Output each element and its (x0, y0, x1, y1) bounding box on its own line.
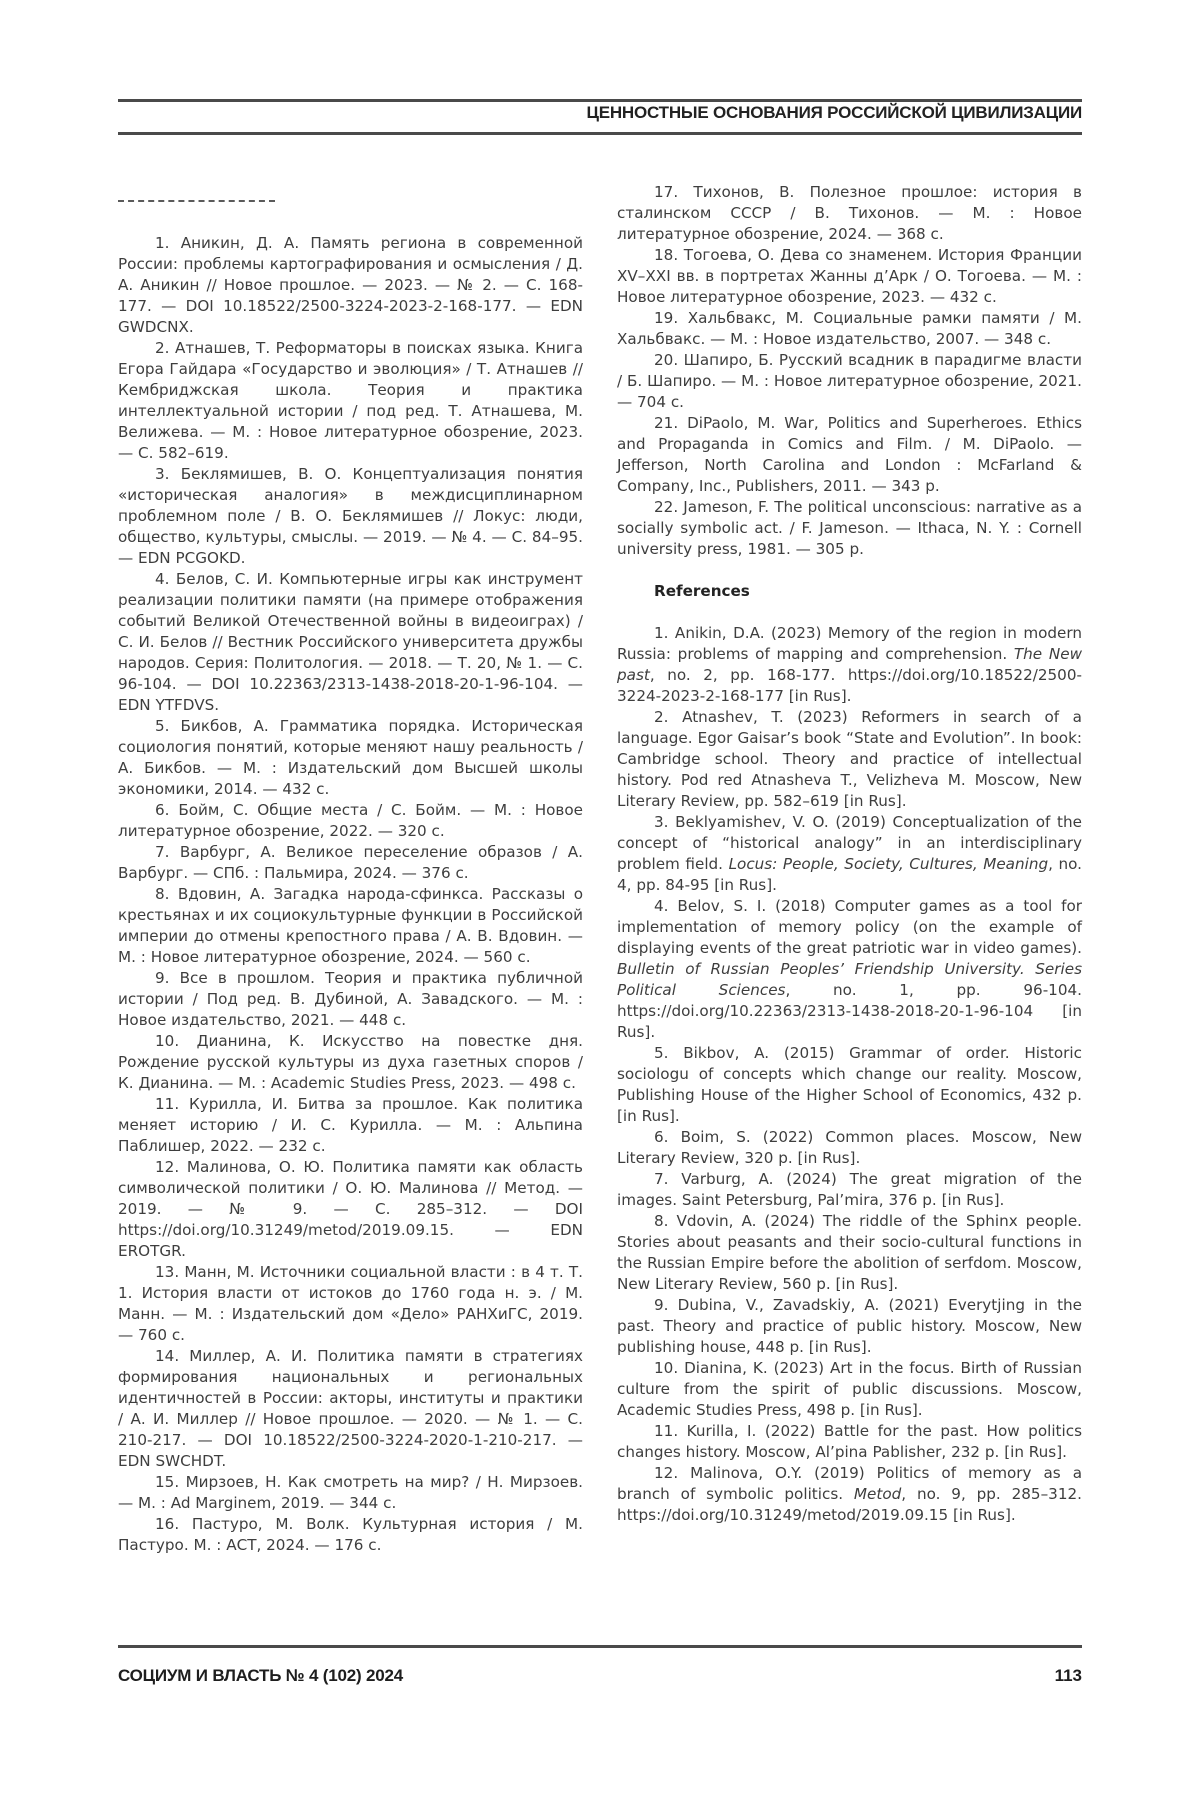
reference-item (118, 338, 583, 464)
reference-item (617, 812, 1082, 896)
reference-item (118, 233, 583, 338)
reference-item (617, 1169, 1082, 1211)
reference-text: 9. Dubina, V., Zavadskiy, A. (2021) Everytjing in the past. Theory and practice of public history. Moscow, New publishing house, 448 p. [in Rus]. (617, 1296, 1082, 1356)
journal-title-italic: Metod (853, 1485, 902, 1503)
reference-text: 10. Дианина, К. Искусство на повестке дня. Рождение русской культуры из духа газетных споров / К. Дианина. — М. : Academic Studies Press, 2023. — 498 с. (118, 1032, 583, 1092)
footer-rule (118, 1645, 1082, 1648)
reference-text: 12. Malinova, O.Y. (2019) Politics of memory as a branch of symbolic politics. (617, 1464, 1082, 1503)
footer-journal-title: СОЦИУМ И ВЛАСТЬ № 4 (102) 2024 (118, 1666, 404, 1685)
header-rule-bottom (118, 132, 1082, 135)
reference-text: 18. Тогоева, О. Дева со знаменем. История Франции XV–XXI вв. в портретах Жанны д’Арк / О. Тогоева. — М. : Новое литературное обозрение, 2023. — 432 с. (617, 246, 1082, 306)
right-column-bibliography (617, 182, 1082, 560)
reference-text: 12. Малинова, О. Ю. Политика памяти как область символической политики / О. Ю. Малинова // Метод. — 2019. — № 9. — С. 285–312. — DOI https://doi.org/10.31249/metod/2019.09.15. — EDN EROTGR. (118, 1158, 583, 1260)
reference-text: 9. Все в прошлом. Теория и практика публичной истории / Под ред. В. Дубиной, А. Завадского. — М. : Новое издательство, 2021. — 448 с. (118, 969, 583, 1029)
running-head: ЦЕННОСТНЫЕ ОСНОВАНИЯ РОССИЙСКОЙ ЦИВИЛИЗАЦИИ (586, 103, 1082, 122)
reference-item (118, 1346, 583, 1472)
header-rule-top (118, 99, 1082, 102)
reference-text: , no. 1, pp. 96-104. https://doi.org/10.22363/2313-1438-2018-20-1-96-104 [in Rus]. (617, 981, 1082, 1041)
reference-item (617, 1463, 1082, 1526)
reference-text: 4. Belov, S. I. (2018) Computer games as a tool for implementation of memory policy (on the example of displaying events of the great patriotic war in video games). (617, 897, 1082, 957)
reference-item (118, 1031, 583, 1094)
reference-item (118, 464, 583, 569)
reference-item (118, 716, 583, 800)
reference-text: 7. Варбург, А. Великое переселение образов / А. Варбург. — СПб. : Пальмира, 2024. — 376 с. (118, 843, 583, 882)
reference-text: 7. Varburg, A. (2024) The great migration of the images. Saint Petersburg, Pal’mira, 376 p. [in Rus]. (617, 1170, 1082, 1209)
reference-text: 20. Шапиро, Б. Русский всадник в парадигме власти / Б. Шапиро. — М. : Новое литературное обозрение, 2021. — 704 с. (617, 351, 1082, 411)
reference-item (617, 1421, 1082, 1463)
reference-item (617, 245, 1082, 308)
reference-item (118, 968, 583, 1031)
reference-text: 22. Jameson, F. The political unconscious: narrative as a socially symbolic act. / F. Jameson. — Ithaca, N. Y. : Cornell university press, 1981. — 305 p. (617, 498, 1082, 558)
reference-item (118, 1157, 583, 1262)
reference-item (617, 308, 1082, 350)
reference-text: 2. Атнашев, Т. Реформаторы в поисках языка. Книга Егора Гайдара «Государство и эволюция» / Т. Атнашев //Кембриджская школа. Теория и практика интеллектуальной истории / под ред. Т. Атнашева, М. Велижева. — М. : Новое литературное обозрение, 2023. — С. 582–619. (118, 339, 583, 462)
reference-item (617, 182, 1082, 245)
reference-item (118, 1094, 583, 1157)
reference-item (118, 800, 583, 842)
reference-text: 6. Boim, S. (2022) Common places. Moscow, New Literary Review, 320 p. [in Rus]. (617, 1128, 1082, 1167)
reference-text: 11. Kurilla, I. (2022) Battle for the past. How politics changes history. Moscow, Al’pina Pablisher, 232 p. [in Rus]. (617, 1422, 1082, 1461)
reference-text: 3. Беклямишев, В. О. Концептуализация понятия «историческая аналогия» в междисциплинарном проблемном поле / В. О. Беклямишев // Локус: люди, общество, культуры, смыслы. — 2019. — № 4. — С. 84–95. — EDN PCGOKD. (118, 465, 583, 567)
right-column (617, 182, 1082, 1526)
reference-text: , no. 4, pp. 84-95 [in Rus]. (617, 855, 1082, 894)
reference-item (617, 350, 1082, 413)
reference-text: 5. Bikbov, A. (2015) Grammar of order. Historic sociologu of concepts which change our reality. Moscow, Publishing House of the Higher School of Economics, 432 p. [in Rus]. (617, 1044, 1082, 1125)
reference-item (617, 1358, 1082, 1421)
reference-item (118, 1472, 583, 1514)
reference-item (617, 497, 1082, 560)
reference-item (617, 623, 1082, 707)
reference-text: , no. 2, pp. 168-177. https://doi.org/10.18522/2500-3224-2023-2-168-177 [in Rus]. (617, 666, 1082, 705)
reference-item (617, 1043, 1082, 1127)
reference-item (617, 707, 1082, 812)
reference-item (617, 1211, 1082, 1295)
reference-item (118, 1514, 583, 1556)
reference-text: 8. Вдовин, А. Загадка народа-сфинкса. Рассказы о крестьянах и их социокультурные функции в Российской империи до отмены крепостного права / А. В. Вдовин. — М. : Новое литературное обозрение, 2024. — 560 с. (118, 885, 583, 966)
reference-text: 2. Atnashev, T. (2023) Reformers in search of a language. Egor Gaisar’s book “State and Evolution”. In book: Cambridge school. Theory and practice of intellectual history. Pod red Atnasheva T., Velizheva M. Moscow, New Literary Review, pp. 582–619 [in Rus]. (617, 708, 1082, 810)
reference-text: 10. Dianina, K. (2023) Art in the focus. Birth of Russian culture from the spirit of public discussions. Moscow, Academic Studies Press, 498 p. [in Rus]. (617, 1359, 1082, 1419)
reference-text: 8. Vdovin, A. (2024) The riddle of the Sphinx people. Stories about peasants and their socio-cultural functions in the Russian Empire before the abolition of serfdom. Moscow, New Literary Review, 560 p. [in Rus]. (617, 1212, 1082, 1293)
reference-text: 5. Бикбов, А. Грамматика порядка. Историческая социология понятий, которые меняют нашу реальность / А. Бикбов. — М. : Издательский дом Высшей школы экономики, 2014. — 432 с. (118, 717, 583, 798)
journal-title-italic: Bulletin of Russian Peoples’ Friendship University. Series Political Sciences (617, 960, 1082, 999)
footnote-separator (118, 200, 275, 202)
reference-text: , no. 9, pp. 285–312. https://doi.org/10.31249/metod/2019.09.15 [in Rus]. (617, 1485, 1082, 1524)
reference-item (617, 1295, 1082, 1358)
left-column (118, 233, 583, 1556)
reference-text: 11. Курилла, И. Битва за прошлое. Как политика меняет историю / И. С. Курилла. — М. : Альпина Паблишер, 2022. — 232 с. (118, 1095, 583, 1155)
reference-text: 14. Миллер, А. И. Политика памяти в стратегиях формирования национальных и региональных идентичностей в России: акторы, институты и практики / А. И. Миллер // Новое прошлое. — 2020. — № 1. — С. 210-217. — DOI 10.18522/2500-3224-2020-1-210-217. — EDN SWCHDT. (118, 1347, 583, 1470)
reference-text: 15. Мирзоев, Н. Как смотреть на мир? / Н. Мирзоев. — М. : Ad Marginem, 2019. — 344 с. (118, 1473, 583, 1512)
reference-text: 13. Манн, М. Источники социальной власти : в 4 т. Т. 1. История власти от истоков до 1760 года н. э. / М. Манн. — М. : Издательский дом «Дело» РАНХиГС, 2019. — 760 с. (118, 1263, 583, 1344)
references-heading: References (654, 582, 750, 600)
reference-item (118, 842, 583, 884)
reference-item (118, 569, 583, 716)
reference-item (118, 1262, 583, 1346)
reference-item (617, 1127, 1082, 1169)
journal-title-italic: Locus: People, Society, Cultures, Meaning (728, 855, 1049, 873)
journal-title-italic: The New past (617, 645, 1082, 684)
reference-text: 4. Белов, С. И. Компьютерные игры как инструмент реализации политики памяти (на примере отображения событий Великой Отечественной войны в видеоиграх) / С. И. Белов // Вестник Российского университета дружбы народов. Серия: Политология. — 2018. — Т. 20, № 1. — С. 96-104. — DOI 10.22363/2313-1438-2018-20-1-96-104. — EDN YTFDVS. (118, 570, 583, 714)
page-number: 113 (1054, 1666, 1082, 1685)
reference-text: 19. Хальбвакс, М. Социальные рамки памяти / М. Хальбвакс. — М. : Новое издательство, 2007. — 348 с. (617, 309, 1082, 348)
right-column-references (617, 623, 1082, 1526)
reference-item (617, 896, 1082, 1043)
reference-text: 6. Бойм, С. Общие места / С. Бойм. — М. : Новое литературное обозрение, 2022. — 320 с. (118, 801, 583, 840)
reference-text: 21. DiPaolo, M. War, Politics and Superheroes. Ethics and Propaganda in Comics and Film. / M. DiPaolo. — Jefferson, North Carolina and London : McFarland & Company, Inc., Publishers, 2011. — 343 p. (617, 414, 1082, 495)
reference-text: 3. Beklyamishev, V. O. (2019) Conceptualization of the concept of “historical analogy” in an interdisciplinary problem field. (617, 813, 1082, 873)
reference-text: 1. Anikin, D.A. (2023) Memory of the region in modern Russia: problems of mapping and comprehension. (617, 624, 1082, 663)
reference-text: 1. Аникин, Д. А. Память региона в современной России: проблемы картографирования и осмысления / Д. А. Аникин // Новое прошлое. — 2023. — № 2. — С. 168-177. — DOI 10.18522/2500-3224-2023-2-168-177. — EDN GWDCNX. (118, 234, 583, 336)
reference-item (118, 884, 583, 968)
reference-text: 16. Пастуро, М. Волк. Культурная история / М. Пастуро. М. : АСТ, 2024. — 176 с. (118, 1515, 583, 1554)
reference-text: 17. Тихонов, В. Полезное прошлое: история в сталинском СССР / В. Тихонов. — М. : Новое литературное обозрение, 2024. — 368 с. (617, 183, 1082, 243)
reference-item (617, 413, 1082, 497)
